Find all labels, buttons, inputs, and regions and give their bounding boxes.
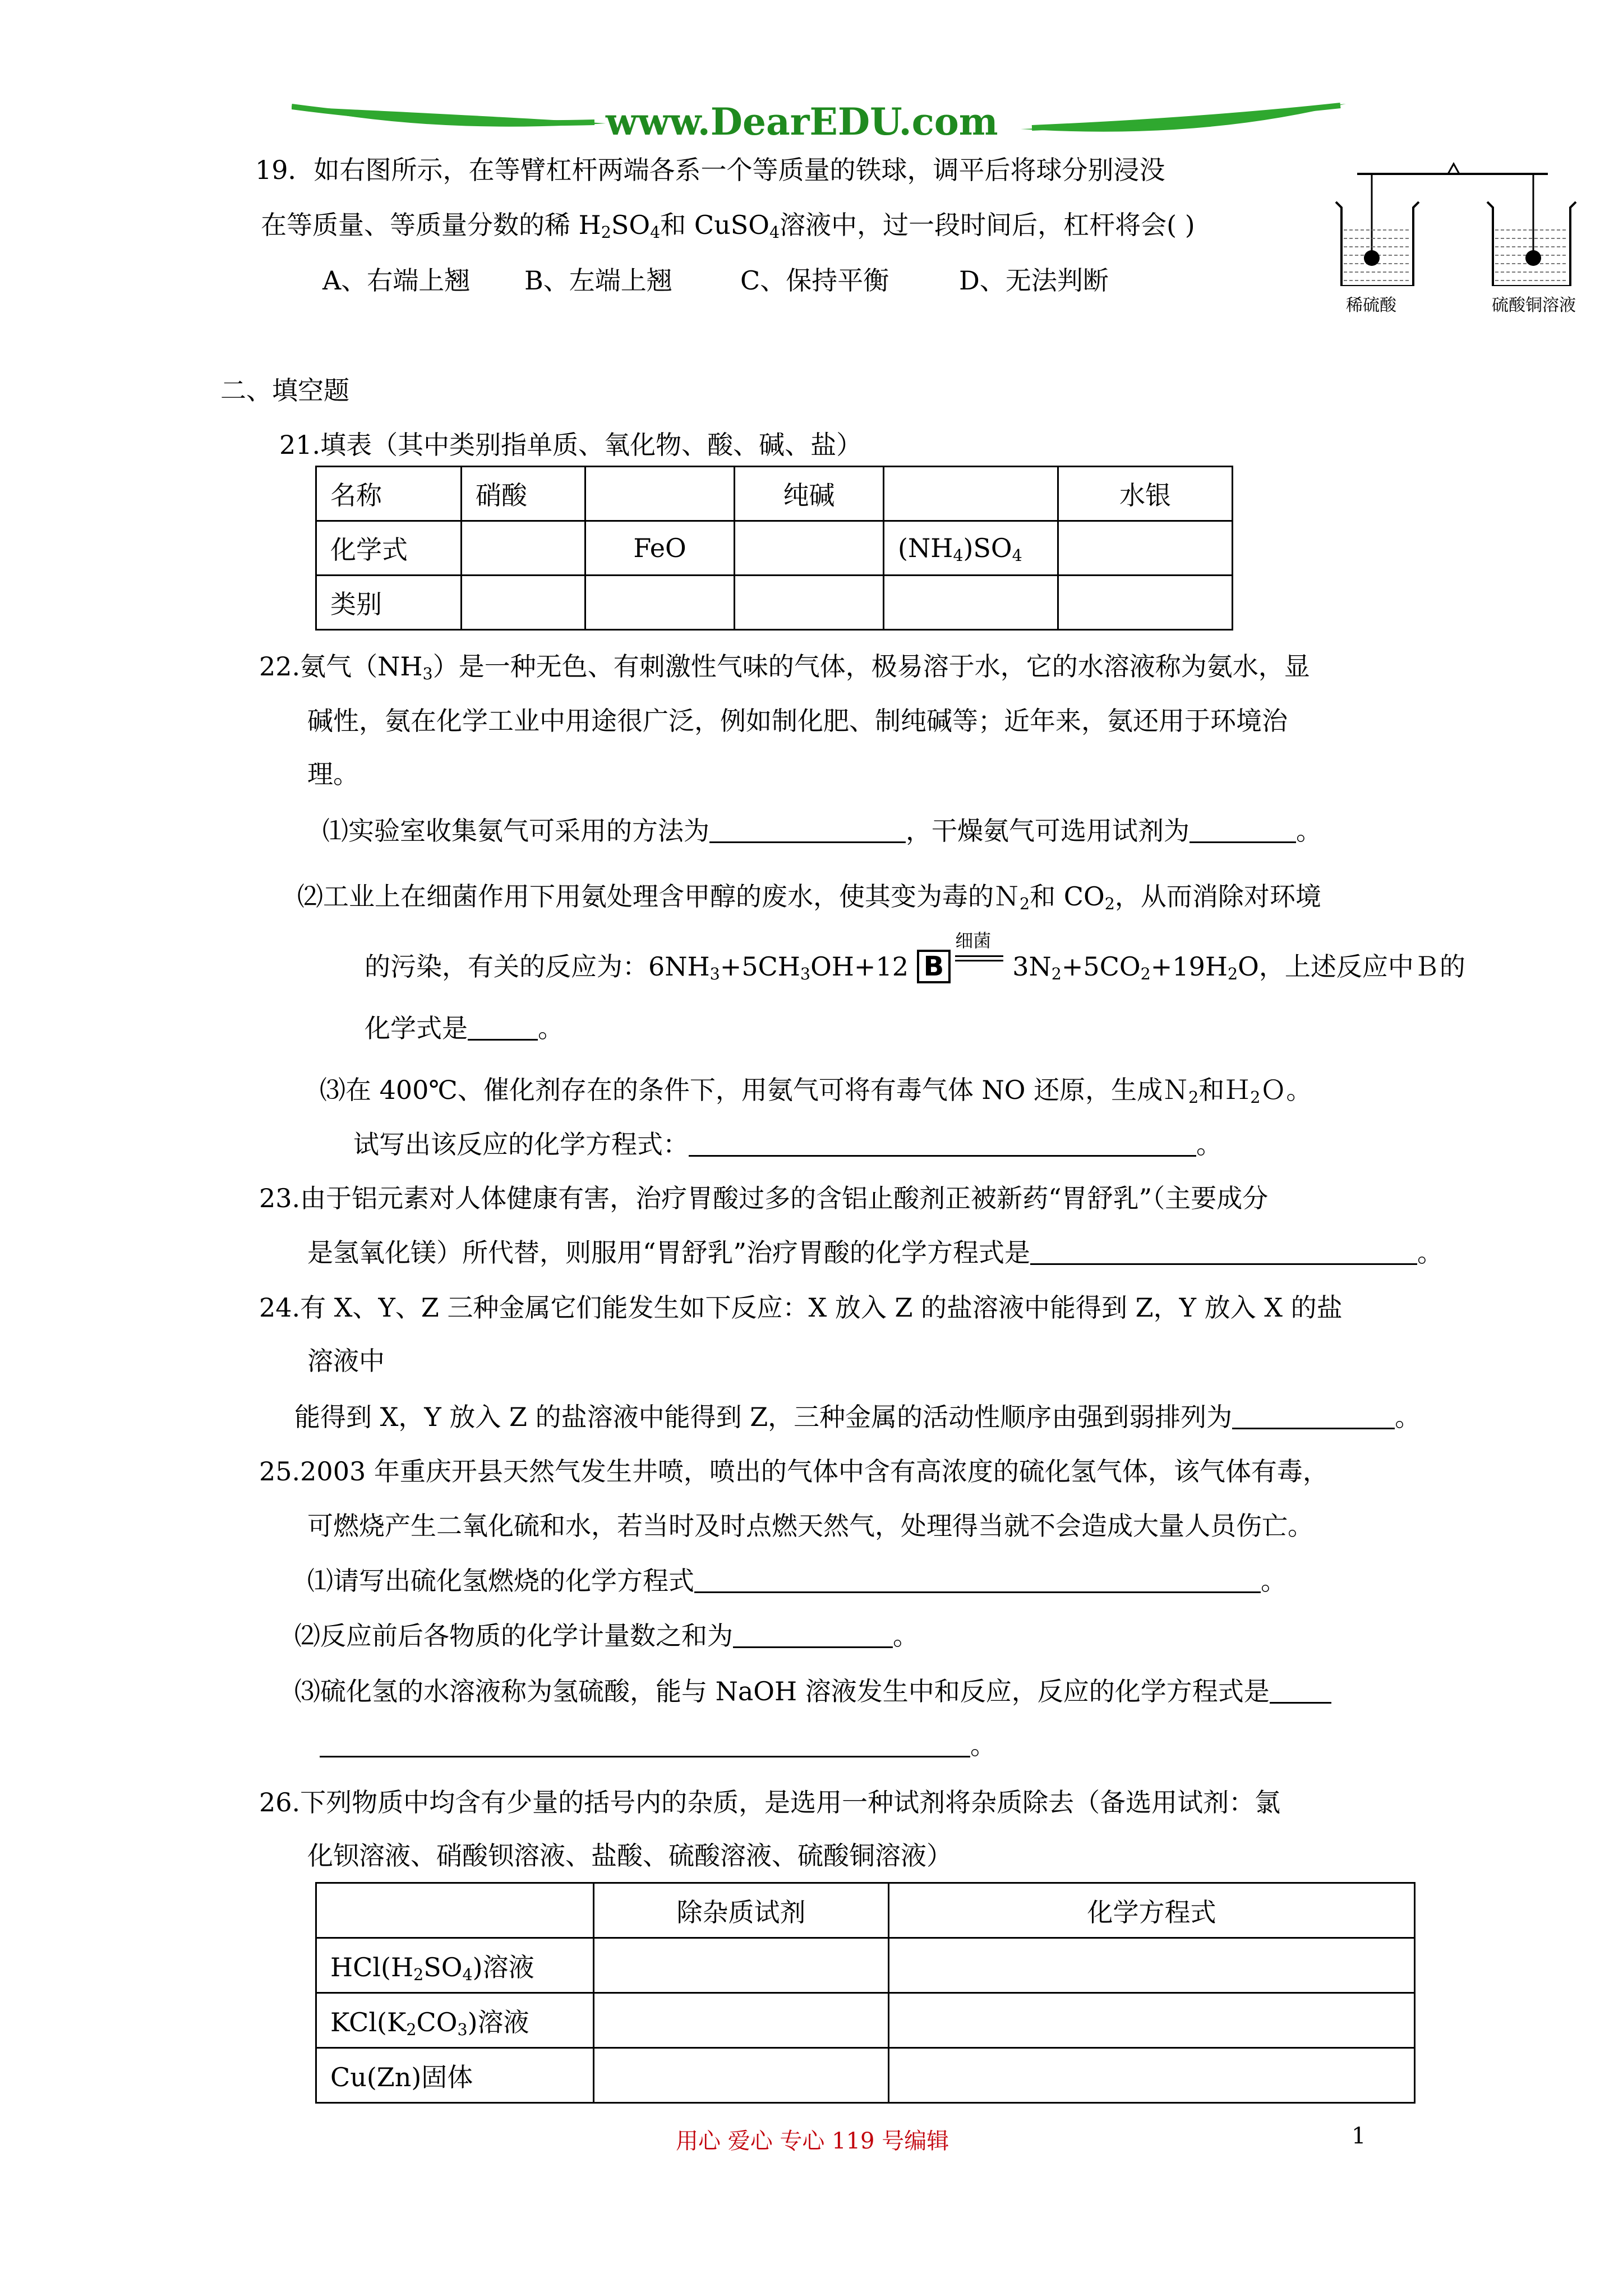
q19-option-d: D、无法判断 xyxy=(959,265,1109,296)
lever-balance-figure xyxy=(1329,157,1587,286)
figure-label-copper-sulfate: 硫酸铜溶液 xyxy=(1492,296,1576,315)
table-cell[interactable] xyxy=(889,2048,1415,2103)
q26-line1: 26.下列物质中均含有少量的括号内的杂质，是选用一种试剂将杂质除去（备选用试剂：氯 xyxy=(259,1787,1281,1818)
table-cell: 化学式 xyxy=(316,521,462,576)
table-cell-substance: $KCl(K_2CO_3)$溶液 xyxy=(316,1993,594,2048)
catalyst-arrow: 细菌 xyxy=(951,953,1012,976)
table-cell[interactable] xyxy=(735,521,884,576)
table-cell-substance: Cu(Zn)固体 xyxy=(316,2048,594,2103)
table-cell[interactable] xyxy=(1058,576,1233,630)
table-cell[interactable] xyxy=(884,467,1058,521)
table-header-reagent: 除杂质试剂 xyxy=(594,1883,889,1938)
footer-text: 用心 爱心 专心 119 号编辑 xyxy=(676,2128,949,2154)
table-cell[interactable] xyxy=(889,1993,1415,2048)
section-title-fill-in: 二、填空题 xyxy=(220,375,349,406)
table-cell[interactable] xyxy=(1058,521,1233,576)
table-cell[interactable] xyxy=(594,1993,889,2048)
table-cell[interactable] xyxy=(594,1938,889,1993)
site-logo-text: www.DearEDU.com xyxy=(606,100,998,144)
table-cell[interactable] xyxy=(889,1938,1415,1993)
table-cell: 硝酸 xyxy=(462,467,585,521)
q19-option-a: A、右端上翘 xyxy=(322,265,471,296)
table-cell: 名称 xyxy=(316,467,462,521)
answer-blank[interactable] xyxy=(468,1016,538,1041)
q22-line1: 22.氨气$(NH_3)$是一种无色、有刺激性气味的气体，极易溶于水，它的水溶液称为氨水，显 xyxy=(259,651,1310,684)
q22-line3: 理。 xyxy=(307,759,359,789)
q25-part3-line2: 。 xyxy=(320,1732,996,1758)
table-cell[interactable] xyxy=(585,467,735,521)
table-cell[interactable] xyxy=(594,2048,889,2103)
q22-part3-line2: 试写出该反应的化学方程式： 。 xyxy=(353,1129,1222,1159)
q24-line3: 能得到 X，Y 放入 Z 的盐溶液中能得到 Z，三种金属的活动性顺序由强到弱排列为 。 xyxy=(294,1402,1421,1432)
q22-part2-equation: 的污染，有关的反应为：$6NH_3+5CH_3OH+12$ B 细菌 $3N_2+5CO_2+19H_2O$，上述反应中Ｂ的 xyxy=(365,930,1465,984)
answer-blank[interactable] xyxy=(1232,1405,1395,1429)
q21-title: 21.填表（其中类别指单质、氧化物、酸、碱、盐） xyxy=(279,430,863,460)
answer-blank[interactable] xyxy=(733,1624,893,1648)
q23-line1: 23.由于铝元素对人体健康有害，治疗胃酸过多的含铝止酸剂正被新药“胃舒乳”（主要成分 xyxy=(259,1183,1269,1213)
q25-line2: 可燃烧产生二氧化硫和水，若当时及时点燃天然气，处理得当就不会造成大量人员伤亡。 xyxy=(307,1511,1313,1541)
answer-blank[interactable] xyxy=(1189,819,1296,843)
q22-part3-line1: ⑶在 400℃、催化剂存在的条件下，用氨气可将有毒气体 NO 还原，生成Ｎ$_2$和Ｈ$_2$Ｏ。 xyxy=(320,1075,1312,1107)
answer-blank[interactable] xyxy=(689,1133,1196,1157)
table-cell xyxy=(316,1883,594,1938)
q25-part1: ⑴请写出硫化氢燃烧的化学方程式 。 xyxy=(307,1566,1287,1596)
table-cell-substance: $HCl(H_2SO_4)$溶液 xyxy=(316,1938,594,1993)
q25-part2: ⑵反应前后各物质的化学计量数之和为 。 xyxy=(294,1621,919,1651)
q22-line2: 碱性，氨在化学工业中用途很广泛，例如制化肥、制纯碱等；近年来，氨还用于环境治 xyxy=(307,706,1288,736)
q19-option-c: C、保持平衡 xyxy=(740,265,889,296)
table-cell: $(NH_4)SO_4$ xyxy=(884,521,1058,576)
answer-blank[interactable] xyxy=(1030,1241,1417,1265)
table-cell: 类别 xyxy=(316,576,462,630)
q22-part2-line3: 化学式是 。 xyxy=(365,1013,564,1043)
q25-part3: ⑶硫化氢的水溶液称为氢硫酸，能与 NaOH 溶液发生中和反应，反应的化学方程式是 xyxy=(294,1678,1331,1704)
q24-line1: 24.有 X、Y、Z 三种金属它们能发生如下反应：X 放入 Z 的盐溶液中能得到 Z，Y 放入 X 的盐 xyxy=(259,1292,1343,1323)
q22-part1: ⑴实验室收集氨气可采用的方法为 ，干燥氨气可选用试剂为 。 xyxy=(322,816,1322,846)
reactant-b-box: B xyxy=(917,950,951,983)
q21-table xyxy=(315,466,1233,631)
table-cell[interactable] xyxy=(884,576,1058,630)
q26-table xyxy=(315,1882,1415,2104)
table-cell[interactable] xyxy=(462,521,585,576)
answer-blank[interactable] xyxy=(320,1733,970,1757)
q25-line1: 25.2003 年重庆开县天然气发生井喷，喷出的气体中含有高浓度的硫化氢气体，该气体有毒， xyxy=(259,1456,1329,1487)
table-cell: 纯碱 xyxy=(735,467,884,521)
table-cell: FeO xyxy=(585,521,735,576)
q22-part2-line1: ⑵工业上在细菌作用下用氨处理含甲醇的废水，使其变为毒的Ｎ$_2$和 $CO_2$，从而消除对环境 xyxy=(297,881,1321,914)
table-cell[interactable] xyxy=(735,576,884,630)
q24-line2: 溶液中 xyxy=(307,1346,385,1376)
table-header-equation: 化学方程式 xyxy=(889,1883,1415,1938)
table-cell: 水银 xyxy=(1058,467,1233,521)
q19-line2: 在等质量、等质量分数的稀 $H_2SO_4$和 CuSO$_4$溶液中，过一段时间后，杠杆将会( ) xyxy=(261,210,1195,242)
answer-blank[interactable] xyxy=(694,1569,1261,1593)
table-cell[interactable] xyxy=(462,576,585,630)
page-number: 1 xyxy=(1352,2123,1366,2149)
answer-blank[interactable] xyxy=(1270,1680,1331,1704)
q26-line2: 化钡溶液、硝酸钡溶液、盐酸、硫酸溶液、硫酸铜溶液） xyxy=(307,1841,952,1871)
q23-line2: 是氢氧化镁）所代替，则服用“胃舒乳”治疗胃酸的化学方程式是 。 xyxy=(307,1237,1444,1268)
answer-blank[interactable] xyxy=(709,819,906,843)
figure-label-dilute-sulfuric-acid: 稀硫酸 xyxy=(1346,296,1396,315)
q19-option-b: B、左端上翘 xyxy=(524,265,672,296)
table-cell[interactable] xyxy=(585,576,735,630)
q19-line1: 19．如右图所示，在等臂杠杆两端各系一个等质量的铁球，调平后将球分别浸没 xyxy=(255,155,1165,185)
